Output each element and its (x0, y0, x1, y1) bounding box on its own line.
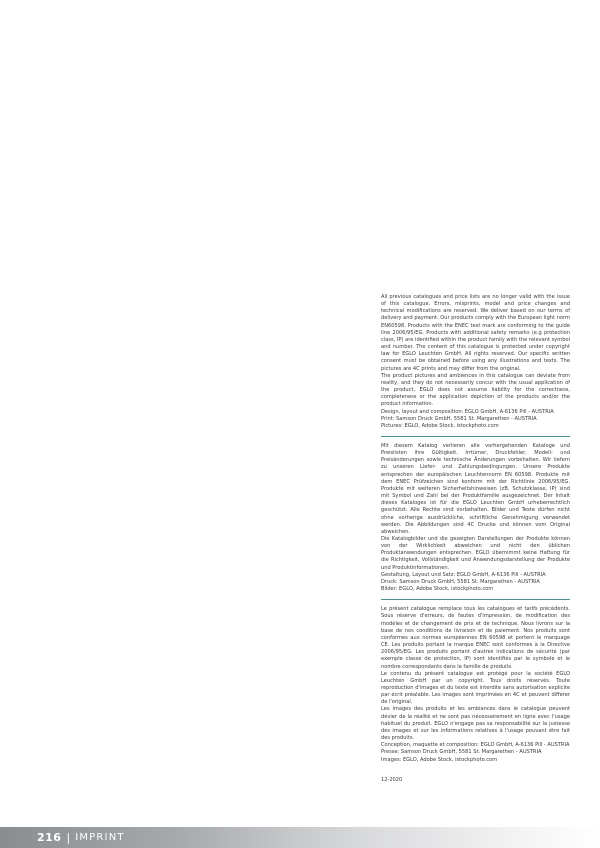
german-liability-text: Die Katalogbilder und die gezeigten Darstellungen der Produkte können von der Wirklichkeit abweichen und nicht den üblichen Produktanwendungen entsprechen. EGLO übernimmt keine Haftung für die Richtigkeit, Vollständigkeit und Anwendungsdarstellung der Produkte und Produktinformationen. (381, 536, 570, 571)
german-credit-design: Gestaltung, Layout und Satz: EGLO GmbH, A-6136 Pill - AUSTRIA (381, 571, 546, 578)
french-legal-text: Le présent catalogue remplace tous les catalogues et tarifs précédents. Sous réserve d'erreurs, de fautes d'impression, de modification des modèles et de changement de prix et de technique. Nous livrons sur la base de nos conditions de livraison et de paiement. Nos produits sont conformes aux normes européennes EN 60598 et portent le marquage CE. Les produits portant la marque ENEC sont conformes à la Directive 2006/95/EG. Les produits portant d'autres indications de sécurité (par exemple classe de protection, IP) sont identifiés par le symbole et le nombre correspondants dans la famille de produits. (381, 606, 570, 670)
german-legal-text: Mit diesem Katalog verlieren alle vorhergehenden Kataloge und Preislisten ihre Gültigkeit. Irrtümer, Druckfehler, Modell- und Preisänderungen sowie technische Änderungen vorbehalten. Wir liefern zu unseren Liefer- und Zahlungsbedingungen. Unsere Produkte entsprechen der europäischen Leuchtennorm EN 60598. Produkte mit dem ENEC Prüfzeichen sind konform mit der Richtlinie 2006/95/EG. Produkte mit weiteren Sicherheitshinweisen (zB. Schutzklasse, IP) sind mit Symbol und Zahl bei der Produktfamilie ausgezeichnet. Der Inhalt dieses Kataloges ist für die EGLO Leuchten GmbH urheberrechtlich geschützt. Alle Rechte sind vorbehalten. Bilder und Texte dürfen nicht ohne vorherige ausdrückliche, schriftliche Genehmigung verwendet werden. Die Abbildungen sind 4C Drucke und können vom Original abweichen. (381, 442, 570, 535)
french-credit-design: Conception, maquette et composition: EGLO GmbH, A-6136 Pill - AUSTRIA (381, 742, 570, 749)
english-credits (381, 409, 570, 430)
section-label: IMPRINT (75, 832, 125, 843)
french-credit-pictures: Images: EGLO, Adobe Stock, istockphoto.com (381, 756, 498, 763)
footer-bar (0, 827, 600, 848)
footer-separator: | (66, 831, 71, 844)
french-credit-print: Presse: Samson Druck GmbH, 5581 St. Margarethen - AUSTRIA (381, 749, 542, 756)
french-credits (381, 742, 570, 763)
german-credit-print: Druck: Samson Druck GmbH, 5581 St. Margarethen - AUSTRIA (381, 578, 540, 585)
french-liability-text: Les images des produits et les ambiances dans le catalogue peuvent dévier de la réalité et ne sont pas nécessairement en ligne avec l'usage habituel du produit. EGLO n'engage pas sa responsabilité sur la justesse des images et sur les informations relatives à l'usage pouvant être fait des produits. (381, 706, 570, 742)
german-credits (381, 572, 570, 593)
section-divider (381, 436, 570, 437)
section-divider (381, 599, 570, 600)
english-credit-pictures: Pictures: EGLO, Adobe Stock, istockphoto.com (381, 422, 499, 429)
french-copyright-text: Le contenu du présent catalogue est protégé pour la société EGLO Leuchten GmbH par un copyright. Tous droits réservés. Toute reproduction d'images et du texte est interdite sans autorisation explicite par écrit préalable. Les images sont imprimées en 4C et peuvent différer de l'original. (381, 670, 570, 706)
imprint-german (381, 443, 570, 596)
german-credit-pictures: Bilder: EGLO, Adobe Stock, istockphoto.com (381, 586, 494, 593)
english-credit-print: Print: Samson Druck GmbH, 5581 St. Margarethen - AUSTRIA (381, 415, 537, 422)
date-code: 12-2020 (381, 776, 403, 783)
imprint-english (381, 294, 570, 433)
page-number: 216 (37, 831, 62, 844)
english-legal-text: All previous catalogues and price lists are no longer valid with the issue of this catalogue. Errors, misprints, model and price changes and technical modifications are reserved. We deliver based on our terms of delivery and payment. Our products comply with the European light norm EN60598. Products with the ENEC test mark are conforming to the guide line 2006/95/EG. Products with additional safety remarks (e.g protection class, IP) are identified within the product family with the relevant symbol and number. The content of this catalogue is protected under copyright law for EGLO Leuchten GmbH. All rights reserved. Our specific written consent must be obtained before using any illustrations and texts. The pictures are 4C prints and may differ from the original. (381, 294, 570, 372)
english-liability-text: The product pictures and ambiences in this catalogue can deviate from reality, and they do not necessarily concur with the usual application of the product. EGLO does not assume liability for the correctness, completeness or the application depiction of the products and/or the product information. (381, 372, 570, 408)
imprint-french (381, 606, 570, 766)
english-credit-design: Design, layout and composition: EGLO GmbH, A-6136 Pill - AUSTRIA (381, 408, 554, 415)
imprint-column (381, 294, 570, 784)
